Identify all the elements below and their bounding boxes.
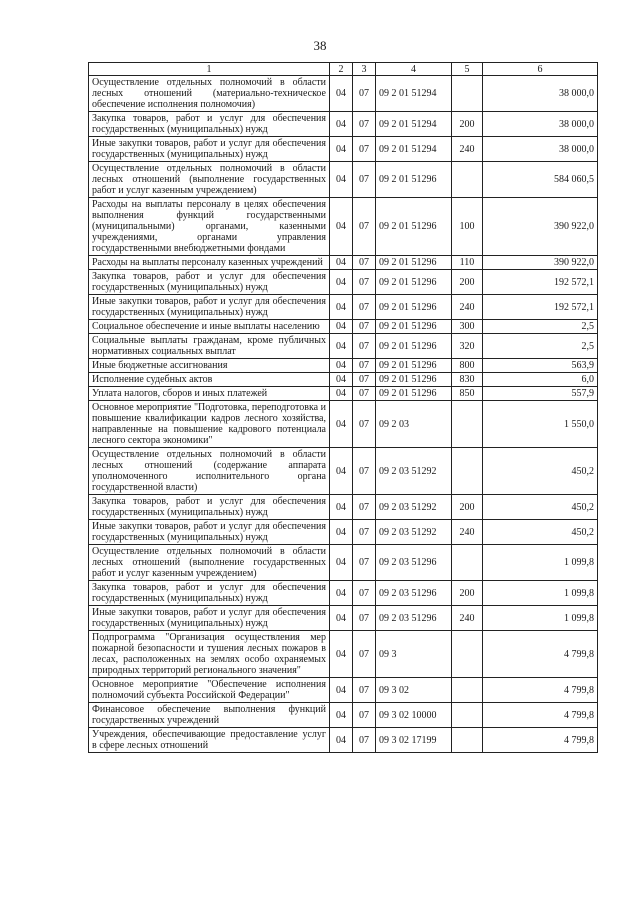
row-name: Осуществление отдельных полномочий в области лесных отношений (материально-техническое обеспечение исполнения полномочия) — [89, 76, 330, 112]
row-name: Социальное обеспечение и иные выплаты населению — [89, 320, 330, 334]
row-target-code: 09 2 03 — [376, 401, 452, 448]
row-expense-type: 800 — [452, 359, 483, 373]
row-amount: 4 799,8 — [483, 678, 598, 703]
row-target-code: 09 2 01 51296 — [376, 162, 452, 198]
row-name: Осуществление отдельных полномочий в области лесных отношений (выполнение государственных работ и услуг казенным учреждением) — [89, 162, 330, 198]
row-target-code: 09 3 02 — [376, 678, 452, 703]
row-expense-type — [452, 703, 483, 728]
row-amount: 557,9 — [483, 387, 598, 401]
row-name: Осуществление отдельных полномочий в области лесных отношений (выполнение государственных работ и услуг казенным учреждением) — [89, 545, 330, 581]
row-section: 04 — [330, 728, 353, 753]
row-amount: 1 099,8 — [483, 545, 598, 581]
row-section: 04 — [330, 495, 353, 520]
row-target-code: 09 2 01 51296 — [376, 198, 452, 256]
row-subsection: 07 — [353, 295, 376, 320]
row-section: 04 — [330, 606, 353, 631]
row-expense-type: 240 — [452, 520, 483, 545]
row-section: 04 — [330, 373, 353, 387]
row-section: 04 — [330, 703, 353, 728]
row-amount: 1 550,0 — [483, 401, 598, 448]
row-section: 04 — [330, 270, 353, 295]
row-expense-type — [452, 545, 483, 581]
row-subsection: 07 — [353, 198, 376, 256]
table-row — [89, 373, 598, 387]
row-name: Расходы на выплаты персоналу в целях обеспечения выполнения функций государственными (муниципальными) органами, казенными учреждениями, органами управления государственными внебюджетными фондами — [89, 198, 330, 256]
table-row — [89, 448, 598, 495]
row-name: Закупка товаров, работ и услуг для обеспечения государственных (муниципальных) нужд — [89, 112, 330, 137]
row-target-code: 09 2 03 51296 — [376, 545, 452, 581]
row-subsection: 07 — [353, 137, 376, 162]
row-target-code: 09 2 01 51294 — [376, 137, 452, 162]
table-row — [89, 137, 598, 162]
row-subsection: 07 — [353, 520, 376, 545]
row-target-code: 09 2 03 51292 — [376, 495, 452, 520]
row-subsection: 07 — [353, 76, 376, 112]
table-row — [89, 606, 598, 631]
row-name: Расходы на выплаты персоналу казенных учреждений — [89, 256, 330, 270]
row-section: 04 — [330, 112, 353, 137]
row-section: 04 — [330, 198, 353, 256]
header-col-2: 2 — [330, 63, 353, 76]
row-subsection: 07 — [353, 545, 376, 581]
header-row — [89, 63, 598, 76]
row-target-code: 09 2 01 51296 — [376, 256, 452, 270]
row-amount: 38 000,0 — [483, 76, 598, 112]
row-target-code: 09 3 — [376, 631, 452, 678]
row-section: 04 — [330, 678, 353, 703]
table-row — [89, 112, 598, 137]
row-subsection: 07 — [353, 448, 376, 495]
row-subsection: 07 — [353, 728, 376, 753]
row-subsection: 07 — [353, 401, 376, 448]
row-target-code: 09 2 01 51296 — [376, 320, 452, 334]
row-subsection: 07 — [353, 162, 376, 198]
row-expense-type — [452, 728, 483, 753]
row-amount: 4 799,8 — [483, 631, 598, 678]
row-amount: 1 099,8 — [483, 581, 598, 606]
row-name: Основное мероприятие "Обеспечение исполнения полномочий субъекта Российской Федерации" — [89, 678, 330, 703]
row-target-code: 09 2 03 51292 — [376, 520, 452, 545]
row-section: 04 — [330, 387, 353, 401]
row-expense-type — [452, 401, 483, 448]
row-amount: 450,2 — [483, 495, 598, 520]
row-subsection: 07 — [353, 270, 376, 295]
row-name: Иные бюджетные ассигнования — [89, 359, 330, 373]
row-amount: 38 000,0 — [483, 137, 598, 162]
table-row — [89, 334, 598, 359]
row-target-code: 09 2 03 51296 — [376, 581, 452, 606]
row-section: 04 — [330, 320, 353, 334]
table-row — [89, 76, 598, 112]
row-expense-type — [452, 76, 483, 112]
table-row — [89, 256, 598, 270]
row-amount: 2,5 — [483, 320, 598, 334]
row-amount: 450,2 — [483, 520, 598, 545]
row-target-code: 09 2 01 51294 — [376, 112, 452, 137]
row-amount: 38 000,0 — [483, 112, 598, 137]
row-name: Осуществление отдельных полномочий в области лесных отношений (содержание аппарата уполномоченного исполнительного органа государственной власти) — [89, 448, 330, 495]
row-amount: 390 922,0 — [483, 256, 598, 270]
row-subsection: 07 — [353, 256, 376, 270]
table-row — [89, 678, 598, 703]
table-row — [89, 728, 598, 753]
table-row — [89, 295, 598, 320]
row-expense-type — [452, 448, 483, 495]
row-expense-type: 200 — [452, 270, 483, 295]
row-section: 04 — [330, 295, 353, 320]
row-expense-type: 200 — [452, 495, 483, 520]
row-name: Исполнение судебных актов — [89, 373, 330, 387]
row-name: Закупка товаров, работ и услуг для обеспечения государственных (муниципальных) нужд — [89, 581, 330, 606]
row-subsection: 07 — [353, 495, 376, 520]
row-name: Социальные выплаты гражданам, кроме публичных нормативных социальных выплат — [89, 334, 330, 359]
table-row — [89, 387, 598, 401]
row-subsection: 07 — [353, 112, 376, 137]
row-amount: 192 572,1 — [483, 270, 598, 295]
table-row — [89, 581, 598, 606]
row-section: 04 — [330, 334, 353, 359]
row-expense-type: 200 — [452, 112, 483, 137]
row-section: 04 — [330, 545, 353, 581]
row-amount: 390 922,0 — [483, 198, 598, 256]
row-section: 04 — [330, 162, 353, 198]
row-subsection: 07 — [353, 373, 376, 387]
row-subsection: 07 — [353, 359, 376, 373]
row-subsection: 07 — [353, 320, 376, 334]
row-target-code: 09 2 01 51296 — [376, 270, 452, 295]
table-row — [89, 495, 598, 520]
header-col-4: 4 — [376, 63, 452, 76]
row-amount: 4 799,8 — [483, 703, 598, 728]
row-amount: 450,2 — [483, 448, 598, 495]
row-expense-type: 830 — [452, 373, 483, 387]
row-subsection: 07 — [353, 581, 376, 606]
row-name: Иные закупки товаров, работ и услуг для обеспечения государственных (муниципальных) нужд — [89, 520, 330, 545]
row-expense-type: 200 — [452, 581, 483, 606]
row-expense-type: 240 — [452, 606, 483, 631]
row-name: Учреждения, обеспечивающие предоставление услуг в сфере лесных отношений — [89, 728, 330, 753]
row-target-code: 09 2 01 51296 — [376, 373, 452, 387]
row-expense-type: 850 — [452, 387, 483, 401]
row-name: Подпрограмма "Организация осуществления мер пожарной безопасности и тушения лесных пожаров в лесах, расположенных на землях особо охраняемых природных территорий регионального значения" — [89, 631, 330, 678]
row-name: Уплата налогов, сборов и иных платежей — [89, 387, 330, 401]
row-section: 04 — [330, 256, 353, 270]
row-section: 04 — [330, 448, 353, 495]
table-row — [89, 270, 598, 295]
page-number: 38 — [313, 38, 327, 53]
table-row — [89, 631, 598, 678]
row-section: 04 — [330, 401, 353, 448]
table-row — [89, 320, 598, 334]
row-name: Закупка товаров, работ и услуг для обеспечения государственных (муниципальных) нужд — [89, 495, 330, 520]
row-name: Закупка товаров, работ и услуг для обеспечения государственных (муниципальных) нужд — [89, 270, 330, 295]
row-target-code: 09 2 01 51296 — [376, 334, 452, 359]
row-expense-type: 100 — [452, 198, 483, 256]
row-expense-type: 110 — [452, 256, 483, 270]
row-subsection: 07 — [353, 387, 376, 401]
row-expense-type: 240 — [452, 295, 483, 320]
row-target-code: 09 2 03 51292 — [376, 448, 452, 495]
row-subsection: 07 — [353, 334, 376, 359]
row-section: 04 — [330, 631, 353, 678]
row-section: 04 — [330, 520, 353, 545]
row-amount: 192 572,1 — [483, 295, 598, 320]
table-row — [89, 703, 598, 728]
row-target-code: 09 3 02 17199 — [376, 728, 452, 753]
row-amount: 4 799,8 — [483, 728, 598, 753]
row-name: Иные закупки товаров, работ и услуг для обеспечения государственных (муниципальных) нужд — [89, 606, 330, 631]
row-expense-type — [452, 631, 483, 678]
row-name: Финансовое обеспечение выполнения функций государственных учреждений — [89, 703, 330, 728]
row-section: 04 — [330, 76, 353, 112]
table-row — [89, 359, 598, 373]
row-subsection: 07 — [353, 678, 376, 703]
row-target-code: 09 2 01 51296 — [376, 295, 452, 320]
header-col-3: 3 — [353, 63, 376, 76]
table-row — [89, 520, 598, 545]
table-row — [89, 401, 598, 448]
row-subsection: 07 — [353, 703, 376, 728]
table-row — [89, 198, 598, 256]
row-expense-type — [452, 678, 483, 703]
row-name: Иные закупки товаров, работ и услуг для обеспечения государственных (муниципальных) нужд — [89, 295, 330, 320]
table-row — [89, 162, 598, 198]
row-amount: 6,0 — [483, 373, 598, 387]
header-col-6: 6 — [483, 63, 598, 76]
header-col-1: 1 — [89, 63, 330, 76]
row-amount: 1 099,8 — [483, 606, 598, 631]
row-target-code: 09 2 03 51296 — [376, 606, 452, 631]
row-expense-type: 240 — [452, 137, 483, 162]
row-amount: 584 060,5 — [483, 162, 598, 198]
row-section: 04 — [330, 359, 353, 373]
header-col-5: 5 — [452, 63, 483, 76]
row-target-code: 09 2 01 51296 — [376, 387, 452, 401]
table-body — [89, 76, 598, 753]
row-target-code: 09 2 01 51296 — [376, 359, 452, 373]
row-amount: 563,9 — [483, 359, 598, 373]
budget-table — [88, 62, 598, 753]
row-target-code: 09 3 02 10000 — [376, 703, 452, 728]
row-name: Иные закупки товаров, работ и услуг для обеспечения государственных (муниципальных) нужд — [89, 137, 330, 162]
table-header — [89, 63, 598, 76]
row-section: 04 — [330, 137, 353, 162]
row-expense-type: 300 — [452, 320, 483, 334]
row-name: Основное мероприятие "Подготовка, переподготовка и повышение квалификации кадров лесного хозяйства, направленные на повышение кадрового потенциала лесного сектора экономики" — [89, 401, 330, 448]
row-expense-type: 320 — [452, 334, 483, 359]
row-expense-type — [452, 162, 483, 198]
row-target-code: 09 2 01 51294 — [376, 76, 452, 112]
row-subsection: 07 — [353, 606, 376, 631]
table-row — [89, 545, 598, 581]
row-section: 04 — [330, 581, 353, 606]
row-subsection: 07 — [353, 631, 376, 678]
row-amount: 2,5 — [483, 334, 598, 359]
